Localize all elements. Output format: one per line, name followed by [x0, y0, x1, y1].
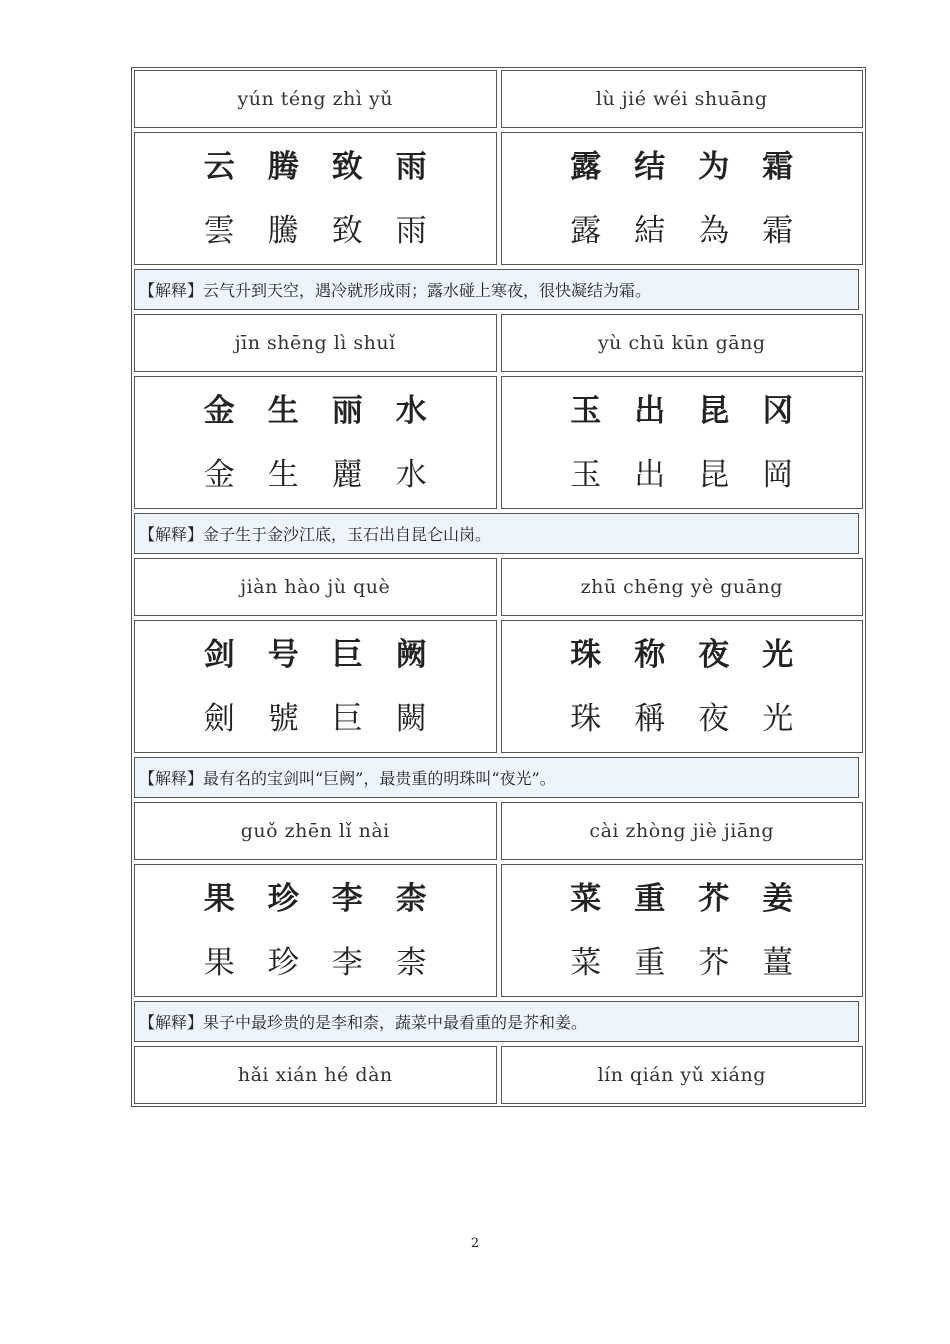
- explanation-text: 【解释】金子生于金沙江底，玉石出自昆仑山岗。: [134, 513, 859, 554]
- pinyin-cell-left: guǒ zhēn lǐ nài: [134, 802, 497, 860]
- character-row: [132, 862, 865, 999]
- traditional-char: 生: [267, 456, 299, 493]
- pinyin-cell-left: jīn shēng lì shuǐ: [134, 314, 497, 372]
- traditional-char: 菜: [570, 944, 602, 981]
- pinyin-cell-right: yù chū kūn gāng: [501, 314, 864, 372]
- simplified-char: 冈: [762, 392, 794, 429]
- pinyin-cell-right: lù jié wéi shuāng: [501, 70, 864, 128]
- traditional-char: 霜: [762, 212, 794, 249]
- traditional-char: 出: [634, 456, 666, 493]
- simplified-char: 玉: [570, 392, 602, 429]
- simplified-char: 李: [331, 880, 363, 917]
- traditional-char: 珍: [267, 944, 299, 981]
- pinyin-cell-left: hǎi xián hé dàn: [134, 1046, 497, 1104]
- simplified-char: 姜: [762, 880, 794, 917]
- traditional-char: 闕: [395, 700, 427, 737]
- character-cell-left: [134, 620, 497, 753]
- simplified-char: 柰: [395, 880, 427, 917]
- traditional-char: 巨: [331, 700, 363, 737]
- traditional-char: 結: [634, 212, 666, 249]
- simplified-char: 珠: [570, 636, 602, 673]
- simplified-char: 雨: [395, 148, 427, 185]
- traditional-char: 為: [698, 212, 730, 249]
- traditional-char: 致: [331, 212, 363, 249]
- traditional-char: 水: [395, 456, 427, 493]
- simplified-line: [554, 379, 810, 443]
- simplified-line: [187, 379, 443, 443]
- traditional-char: 重: [634, 944, 666, 981]
- traditional-char: 岡: [762, 456, 794, 493]
- pinyin-cell-left: yún téng zhì yǔ: [134, 70, 497, 128]
- simplified-char: 生: [267, 392, 299, 429]
- explanation-row: [132, 755, 865, 800]
- simplified-char: 阙: [395, 636, 427, 673]
- traditional-line: [554, 931, 810, 995]
- character-cell-left: [134, 376, 497, 509]
- page-number: 2: [470, 1236, 480, 1251]
- simplified-line: [554, 623, 810, 687]
- traditional-line: [554, 199, 810, 263]
- simplified-char: 重: [634, 880, 666, 917]
- traditional-char: 號: [267, 700, 299, 737]
- pinyin-row: [132, 800, 865, 862]
- traditional-line: [187, 687, 443, 751]
- pinyin-cell-right: cài zhòng jiè jiāng: [501, 802, 864, 860]
- character-cell-right: [501, 620, 864, 753]
- traditional-char: 雨: [395, 212, 427, 249]
- traditional-line: [187, 199, 443, 263]
- simplified-char: 芥: [698, 880, 730, 917]
- traditional-char: 薑: [762, 944, 794, 981]
- character-cell-left: [134, 864, 497, 997]
- traditional-char: 光: [762, 700, 794, 737]
- explanation-text: 【解释】最有名的宝剑叫“巨阙”，最贵重的明珠叫“夜光”。: [134, 757, 859, 798]
- traditional-line: [187, 931, 443, 995]
- pinyin-row: [132, 556, 865, 618]
- simplified-char: 露: [570, 148, 602, 185]
- traditional-char: 李: [331, 944, 363, 981]
- character-row: [132, 618, 865, 755]
- explanation-text: 【解释】云气升到天空，遇冷就形成雨；露水碰上寒夜，很快凝结为霜。: [134, 269, 859, 310]
- pinyin-row: [132, 1044, 865, 1106]
- traditional-char: 夜: [698, 700, 730, 737]
- simplified-char: 巨: [331, 636, 363, 673]
- character-row: [132, 130, 865, 267]
- traditional-line: [554, 687, 810, 751]
- traditional-char: 露: [570, 212, 602, 249]
- character-cell-right: [501, 132, 864, 265]
- simplified-char: 水: [395, 392, 427, 429]
- traditional-char: 珠: [570, 700, 602, 737]
- simplified-char: 霜: [762, 148, 794, 185]
- simplified-char: 光: [762, 636, 794, 673]
- character-row: [132, 374, 865, 511]
- simplified-line: [187, 135, 443, 199]
- traditional-line: [554, 443, 810, 507]
- simplified-char: 珍: [267, 880, 299, 917]
- pinyin-cell-right: lín qián yǔ xiáng: [501, 1046, 864, 1104]
- simplified-char: 号: [267, 636, 299, 673]
- pinyin-cell-left: jiàn hào jù què: [134, 558, 497, 616]
- simplified-char: 结: [634, 148, 666, 185]
- simplified-line: [187, 623, 443, 687]
- explanation-row: [132, 999, 865, 1044]
- traditional-char: 昆: [698, 456, 730, 493]
- traditional-char: 劍: [203, 700, 235, 737]
- simplified-char: 果: [203, 880, 235, 917]
- pinyin-row: [132, 68, 865, 130]
- traditional-line: [187, 443, 443, 507]
- explanation-row: [132, 267, 865, 312]
- simplified-char: 腾: [267, 148, 299, 185]
- simplified-char: 夜: [698, 636, 730, 673]
- traditional-char: 雲: [203, 212, 235, 249]
- simplified-line: [554, 867, 810, 931]
- traditional-char: 果: [203, 944, 235, 981]
- traditional-char: 騰: [267, 212, 299, 249]
- traditional-char: 麗: [331, 456, 363, 493]
- explanation-text: 【解释】果子中最珍贵的是李和柰，蔬菜中最看重的是芥和姜。: [134, 1001, 859, 1042]
- verse-table: [131, 67, 866, 1107]
- simplified-char: 丽: [331, 392, 363, 429]
- character-cell-left: [134, 132, 497, 265]
- simplified-char: 剑: [203, 636, 235, 673]
- simplified-line: [554, 135, 810, 199]
- character-cell-right: [501, 864, 864, 997]
- traditional-char: 玉: [570, 456, 602, 493]
- simplified-char: 致: [331, 148, 363, 185]
- simplified-char: 昆: [698, 392, 730, 429]
- traditional-char: 芥: [698, 944, 730, 981]
- traditional-char: 金: [203, 456, 235, 493]
- pinyin-row: [132, 312, 865, 374]
- traditional-char: 稱: [634, 700, 666, 737]
- simplified-char: 金: [203, 392, 235, 429]
- simplified-char: 称: [634, 636, 666, 673]
- simplified-char: 为: [698, 148, 730, 185]
- simplified-line: [187, 867, 443, 931]
- character-cell-right: [501, 376, 864, 509]
- simplified-char: 云: [203, 148, 235, 185]
- simplified-char: 出: [634, 392, 666, 429]
- traditional-char: 柰: [395, 944, 427, 981]
- simplified-char: 菜: [570, 880, 602, 917]
- explanation-row: [132, 511, 865, 556]
- pinyin-cell-right: zhū chēng yè guāng: [501, 558, 864, 616]
